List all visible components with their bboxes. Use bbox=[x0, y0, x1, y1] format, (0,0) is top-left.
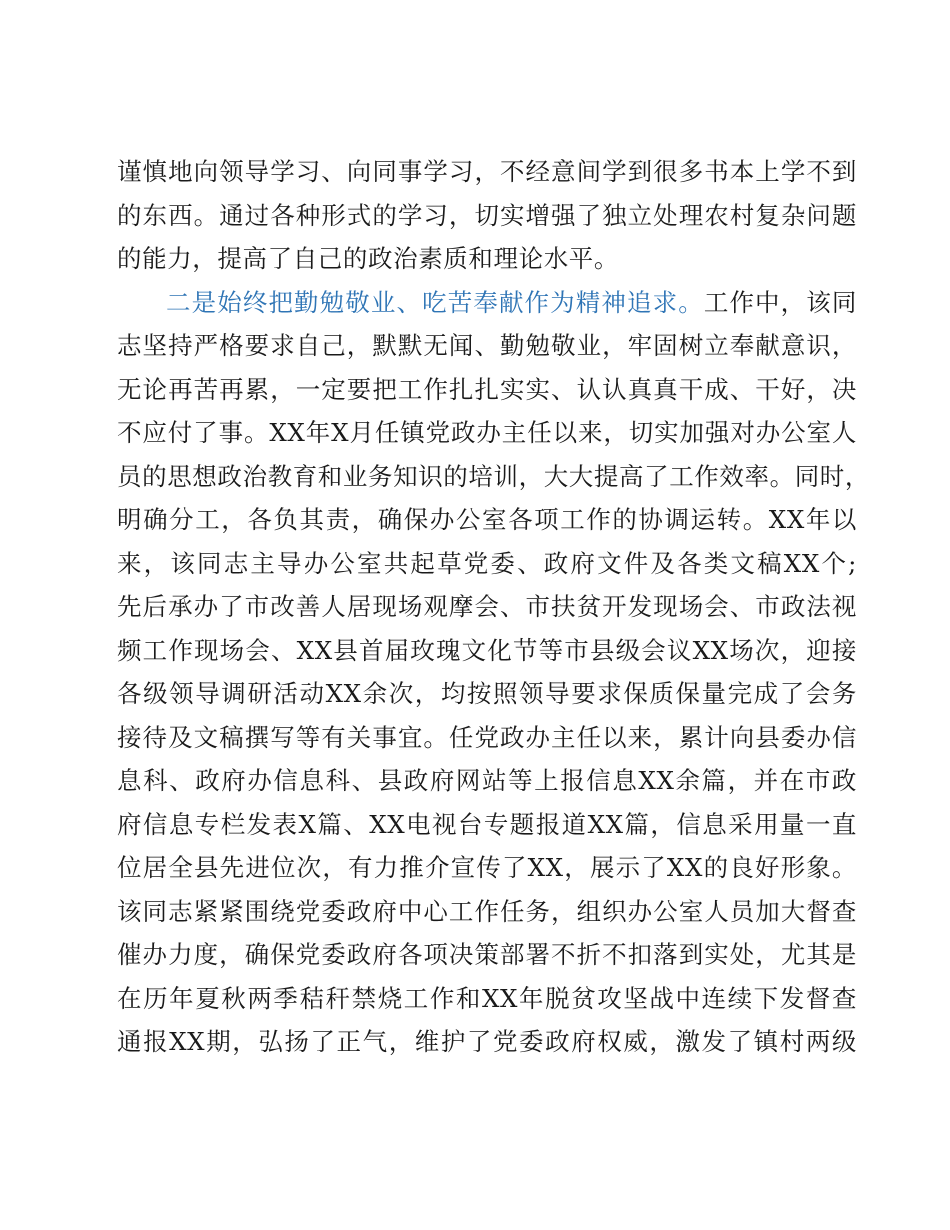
text-line: 各级领导调研活动XX余次，均按照领导要求保质保量完成了会务 bbox=[117, 679, 857, 708]
text-line: 的能力，提高了自己的政治素质和理论水平。 bbox=[117, 244, 619, 273]
document-body bbox=[117, 150, 870, 1064]
text-line-first bbox=[117, 281, 857, 325]
text-line: 不应付了事。XX年X月任镇党政办主任以来，切实加强对办公室人 bbox=[117, 418, 857, 447]
text-line: 频工作现场会、XX县首届玫瑰文化节等市县级会议XX场次，迎接 bbox=[117, 635, 857, 665]
text-line: 无论再苦再累，一定要把工作扎扎实实、认认真真干成、干好，决 bbox=[117, 374, 857, 404]
text-line: 明确分工，各负其责，确保办公室各项工作的协调运转。XX年以 bbox=[117, 505, 857, 534]
text-line: 该同志紧紧围绕党委政府中心工作任务，组织办公室人员加大督查 bbox=[117, 896, 857, 926]
text-line: 通报XX期，弘扬了正气，维护了党委政府权威，激发了镇村两级 bbox=[117, 1027, 857, 1056]
text-line: 志坚持严格要求自己，默默无闻、勤勉敬业，牢固树立奉献意识， bbox=[117, 331, 857, 360]
text-line: 员的思想政治教育和业务知识的培训，大大提高了工作效率。同时， bbox=[117, 461, 870, 491]
section-heading: 二是始终把勤勉敬业、吃苦奉献作为精神追求。 bbox=[166, 287, 704, 317]
text-line: 催办力度，确保党委政府各项决策部署不折不扣落到实处，尤其是 bbox=[117, 940, 857, 969]
paragraph-dedication bbox=[117, 281, 870, 1064]
text-line: 在历年夏秋两季秸秆禁烧工作和XX年脱贫攻坚战中连续下发督查 bbox=[117, 983, 857, 1013]
text-run: 工作中，该同 bbox=[703, 287, 857, 317]
text-line: 的东西。通过各种形式的学习，切实增强了独立处理农村复杂问题 bbox=[117, 200, 857, 230]
text-line: 府信息专栏发表X篇、XX电视台专题报道XX篇，信息采用量一直 bbox=[117, 809, 857, 839]
text-line: 谨慎地向领导学习、向同事学习，不经意间学到很多书本上学不到 bbox=[117, 157, 857, 186]
text-line: 先后承办了市改善人居现场观摩会、市扶贫开发现场会、市政法视 bbox=[117, 592, 857, 621]
text-line: 接待及文稿撰写等有关事宜。任党政办主任以来，累计向县委办信 bbox=[117, 722, 857, 752]
text-line: 来，该同志主导办公室共起草党委、政府文件及各类文稿XX个; bbox=[117, 548, 857, 578]
text-line: 位居全县先进位次，有力推介宣传了XX，展示了XX的良好形象。 bbox=[117, 853, 857, 882]
text-line: 息科、政府办信息科、县政府网站等上报信息XX余篇，并在市政 bbox=[117, 766, 857, 795]
paragraph-study-continuation bbox=[117, 150, 857, 281]
